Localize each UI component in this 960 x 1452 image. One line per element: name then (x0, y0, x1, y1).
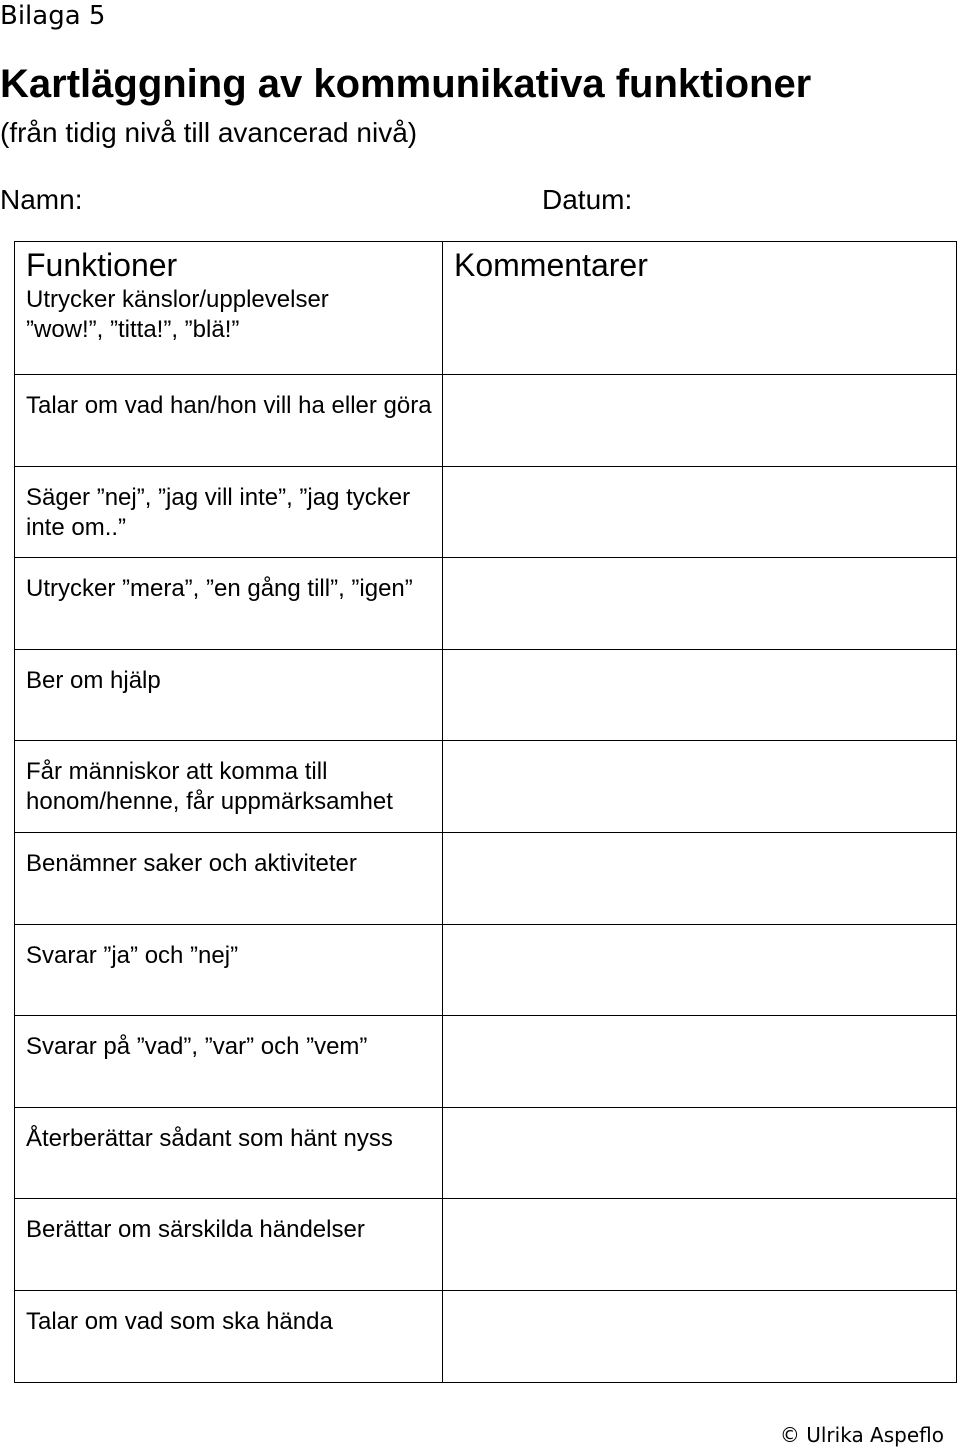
function-text: Återberättar sådant som hänt nyss (26, 1124, 393, 1152)
comment-cell[interactable] (443, 375, 957, 467)
date-label: Datum: (542, 184, 633, 215)
name-label: Namn: (0, 184, 83, 215)
function-cell (15, 832, 443, 924)
table-row (15, 375, 957, 467)
table-row (15, 924, 957, 1016)
function-cell (15, 1016, 443, 1108)
comment-cell[interactable] (443, 1016, 957, 1108)
function-text: Ber om hjälp (26, 666, 161, 694)
function-cell (15, 1290, 443, 1382)
table-row (15, 558, 957, 650)
table-row (15, 1107, 957, 1199)
function-text: Får människor att komma till honom/henne, får uppmärksamhet (26, 758, 393, 816)
comment-cell[interactable] (443, 242, 957, 375)
function-text: Talar om vad som ska hända (26, 1307, 333, 1335)
function-text: Berättar om särskilda händelser (26, 1216, 365, 1244)
table-row (15, 242, 957, 375)
function-cell (15, 1199, 443, 1291)
comment-cell[interactable] (443, 1107, 957, 1199)
functions-table (14, 241, 957, 1383)
function-text: Talar om vad han/hon vill ha eller göra (26, 392, 432, 419)
table-row (15, 741, 957, 833)
function-text: Svarar på ”vad”, ”var” och ”vem” (26, 1033, 368, 1061)
function-cell (15, 1107, 443, 1199)
comment-cell[interactable] (443, 1199, 957, 1291)
comment-cell[interactable] (443, 741, 957, 833)
comments-header: Kommentarer (454, 247, 648, 283)
comment-cell[interactable] (443, 832, 957, 924)
functions-header: Funktioner (26, 247, 178, 283)
function-cell (15, 924, 443, 1016)
function-cell (15, 242, 443, 375)
page-subtitle: (från tidig nivå till avancerad nivå) (0, 117, 418, 148)
function-cell (15, 741, 443, 833)
comment-cell[interactable] (443, 466, 957, 558)
comment-cell[interactable] (443, 1290, 957, 1382)
function-cell (15, 649, 443, 741)
function-text: Utrycker känslor/upplevelser ”wow!”, ”titta!”, ”blä!” (26, 286, 329, 343)
table-row (15, 832, 957, 924)
comment-cell[interactable] (443, 924, 957, 1016)
function-cell (15, 466, 443, 558)
table-row (15, 1290, 957, 1382)
appendix-label: Bilaga 5 (0, 1, 106, 31)
function-text: Svarar ”ja” och ”nej” (26, 941, 239, 969)
function-cell (15, 558, 443, 650)
table-row (15, 1016, 957, 1108)
function-text: Säger ”nej”, ”jag vill inte”, ”jag tycker inte om..” (26, 483, 411, 541)
table-row (15, 466, 957, 558)
function-cell (15, 375, 443, 467)
copyright-notice: © Ulrika Aspeflo (779, 1423, 944, 1447)
function-text: Utrycker ”mera”, ”en gång till”, ”igen” (26, 575, 413, 603)
page-title: Kartläggning av kommunikativa funktioner (0, 62, 812, 106)
comment-cell[interactable] (443, 649, 957, 741)
table-row (15, 649, 957, 741)
table-row (15, 1199, 957, 1291)
comment-cell[interactable] (443, 558, 957, 650)
function-text: Benämner saker och aktiviteter (26, 849, 357, 877)
